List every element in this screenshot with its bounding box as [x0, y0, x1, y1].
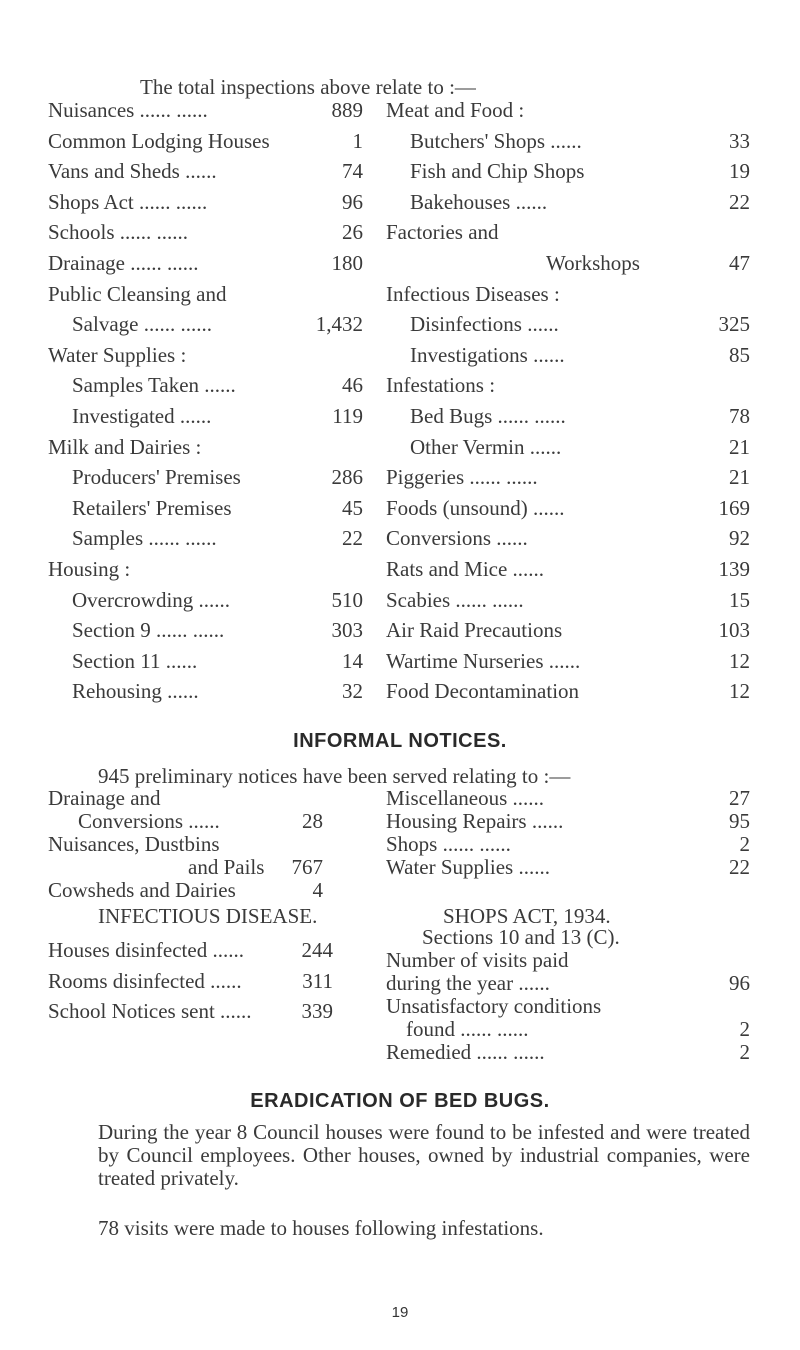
inspection-row-label: Rats and Mice ...... [386, 556, 545, 581]
shops-visits-line-2: during the year ...... 96 [386, 971, 750, 995]
informal-row-value: 767 [291, 855, 323, 879]
inspection-row-label: Conversions ...... [386, 526, 528, 551]
inspection-row-label: Butchers' Shops ...... [410, 128, 582, 153]
infectious-row-value: 311 [302, 968, 333, 993]
inspection-row [48, 309, 363, 340]
inspection-row-label: Section 9 ...... ...... [72, 618, 225, 643]
infectious-row-value: 244 [301, 938, 333, 962]
inspection-row [386, 615, 750, 646]
shops-remedied-line: Remedied ...... ...... 2 [386, 1040, 750, 1064]
infectious-row [48, 935, 333, 966]
inspection-row [386, 95, 750, 126]
inspection-row [386, 554, 750, 585]
informal-row [386, 856, 750, 879]
inspection-row [386, 401, 750, 432]
inspection-row-value: 96 [342, 189, 363, 214]
inspection-row-label: Housing : [48, 556, 131, 581]
infectious-row-label: School Notices sent ...... [48, 999, 252, 1024]
inspection-row [386, 523, 750, 554]
inspection-row [48, 340, 363, 371]
inspection-row-value: 1,432 [315, 312, 363, 337]
inspection-row-label: Workshops [546, 250, 640, 275]
inspection-row-label: Shops Act ...... ...... [48, 189, 208, 214]
inspection-row [386, 217, 750, 248]
inspection-row-label: Other Vermin ...... [410, 434, 562, 459]
inspection-row [48, 217, 363, 248]
inspection-row-value: 103 [718, 618, 750, 643]
shops-unsatisfactory-line-2: found ...... ...... 2 [406, 1017, 750, 1041]
inspection-row [386, 646, 750, 677]
informal-row-value: 2 [739, 832, 750, 856]
inspection-row-label: Salvage ...... ...... [72, 312, 212, 337]
inspection-row-label: Infectious Diseases : [386, 281, 560, 306]
inspection-row-value: 19 [729, 159, 750, 184]
inspection-row-label: Drainage ...... ...... [48, 250, 199, 275]
informal-row [48, 856, 323, 879]
inspection-row-value: 510 [331, 587, 363, 612]
informal-row [48, 787, 323, 810]
inspection-row-value: 92 [729, 526, 750, 551]
inspection-row-label: Factories and [386, 220, 499, 245]
infectious-row [48, 966, 333, 997]
inspection-row-label: Overcrowding ...... [72, 587, 231, 612]
bed-bugs-paragraph-1: During the year 8 Council houses were found to be infested and were treated by Council employees. Other houses, owned by industrial companies, were treated privately. [98, 1120, 750, 1190]
informal-notices-heading: INFORMAL NOTICES. [293, 730, 507, 752]
inspection-row-value: 12 [729, 648, 750, 673]
inspection-row [48, 615, 363, 646]
informal-row-label: Conversions ...... [78, 809, 220, 833]
inspection-row [386, 432, 750, 463]
inspection-row-value: 15 [729, 587, 750, 612]
inspection-row-value: 180 [331, 250, 363, 275]
shops-sections-line: Sections 10 and 13 (C). [422, 925, 620, 949]
inspection-row [386, 370, 750, 401]
inspection-row-value: 21 [729, 434, 750, 459]
inspection-row [48, 585, 363, 616]
inspection-row [386, 156, 750, 187]
inspection-row-value: 22 [342, 526, 363, 551]
inspections-left-column [48, 95, 363, 707]
inspection-row-label: Nuisances ...... ...... [48, 98, 208, 122]
inspections-intro: The total inspections above relate to :— [140, 75, 476, 99]
informal-right-column [386, 787, 750, 879]
inspections-right-column [386, 95, 750, 707]
inspection-row [386, 248, 750, 279]
inspection-row-label: Bed Bugs ...... ...... [410, 403, 566, 428]
informal-row-label: and Pails [188, 855, 265, 879]
inspection-row-label: Investigated ...... [72, 403, 212, 428]
informal-row-label: Drainage and [48, 786, 161, 810]
inspection-row [386, 340, 750, 371]
informal-row-value: 28 [302, 809, 323, 833]
inspection-row-value: 26 [342, 220, 363, 245]
inspection-row-label: Piggeries ...... ...... [386, 465, 538, 490]
informal-row-value: 95 [729, 809, 750, 833]
inspection-row [386, 126, 750, 157]
inspection-row-label: Infestations : [386, 373, 496, 398]
inspection-row-label: Section 11 ...... [72, 648, 198, 673]
inspection-row [48, 432, 363, 463]
inspection-row-value: 33 [729, 128, 750, 153]
shops-unsatisfactory-line-1: Unsatisfactory conditions [386, 994, 602, 1018]
inspection-row [386, 462, 750, 493]
inspection-row [48, 523, 363, 554]
inspection-row-value: 47 [729, 250, 750, 275]
inspection-row-label: Fish and Chip Shops [410, 159, 585, 184]
informal-row-label: Nuisances, Dustbins [48, 832, 220, 856]
inspection-row-value: 139 [718, 556, 750, 581]
inspection-row-label: Rehousing ...... [72, 679, 199, 704]
inspection-row-label: Disinfections ...... [410, 312, 559, 337]
inspection-row-value: 303 [331, 618, 363, 643]
inspection-row-value: 286 [331, 465, 363, 490]
page-number: 19 [391, 1304, 409, 1321]
informal-row-label: Water Supplies ...... [386, 855, 550, 879]
inspection-row-label: Producers' Premises [72, 465, 241, 490]
inspection-row-value: 1 [352, 128, 363, 153]
inspection-row [386, 187, 750, 218]
shops-act-heading: SHOPS ACT, 1934. [443, 904, 611, 928]
inspection-row [48, 554, 363, 585]
inspection-row [386, 493, 750, 524]
inspection-row-value: 12 [729, 679, 750, 704]
inspection-row [48, 187, 363, 218]
informal-row-label: Shops ...... ...... [386, 832, 511, 856]
inspection-row-label: Food Decontamination [386, 679, 580, 704]
inspection-row [48, 248, 363, 279]
infectious-disease-heading: INFECTIOUS DISEASE. [98, 904, 318, 928]
inspection-row-label: Samples Taken ...... [72, 373, 236, 398]
shops-visits-line-1: Number of visits paid [386, 948, 569, 972]
inspection-row-value: 21 [729, 465, 750, 490]
inspection-row [386, 279, 750, 310]
inspection-row [386, 676, 750, 707]
shops-act-list [386, 926, 750, 1064]
inspection-row-label: Foods (unsound) ...... [386, 495, 565, 520]
informal-row-label: Cowsheds and Dairies [48, 878, 236, 902]
informal-left-column [48, 787, 323, 902]
informal-row-label: Miscellaneous ...... [386, 786, 545, 810]
inspection-row-label: Air Raid Precautions [386, 618, 563, 643]
inspection-row-value: 169 [718, 495, 750, 520]
inspection-row-label: Wartime Nurseries ...... [386, 648, 581, 673]
inspection-row [48, 95, 363, 126]
inspection-row-label: Meat and Food : [386, 98, 525, 122]
inspection-row [48, 401, 363, 432]
inspection-row-label: Vans and Sheds ...... [48, 159, 217, 184]
informal-row-value: 22 [729, 855, 750, 879]
inspection-row-value: 46 [342, 373, 363, 398]
shops-visits-value: 96 [729, 971, 750, 995]
inspection-row-label: Scabies ...... ...... [386, 587, 524, 612]
infectious-row-label: Houses disinfected ...... [48, 938, 244, 962]
informal-notices-intro: 945 preliminary notices have been served relating to :— [98, 764, 571, 788]
inspection-row [48, 676, 363, 707]
inspection-row-label: Water Supplies : [48, 342, 187, 367]
inspection-row-label: Retailers' Premises [72, 495, 232, 520]
shops-unsatisfactory-value: 2 [739, 1017, 750, 1041]
informal-row [386, 810, 750, 833]
bed-bugs-heading: ERADICATION OF BED BUGS. [250, 1090, 550, 1112]
inspection-row-value: 22 [729, 189, 750, 214]
inspection-row [386, 585, 750, 616]
infectious-disease-list [48, 935, 333, 1027]
inspection-row-value: 85 [729, 342, 750, 367]
infectious-row-label: Rooms disinfected ...... [48, 968, 242, 993]
inspection-row-value: 32 [342, 679, 363, 704]
inspection-row-label: Bakehouses ...... [410, 189, 548, 214]
shops-remedied-value: 2 [739, 1040, 750, 1064]
inspection-row [48, 646, 363, 677]
inspection-row-value: 14 [342, 648, 363, 673]
inspection-row-value: 78 [729, 403, 750, 428]
inspection-row [386, 309, 750, 340]
inspection-row [48, 493, 363, 524]
informal-row [48, 879, 323, 902]
inspection-row [48, 156, 363, 187]
inspection-row-value: 889 [331, 98, 363, 122]
infectious-row [48, 996, 333, 1027]
informal-row-value: 4 [312, 878, 323, 902]
inspection-row-label: Investigations ...... [410, 342, 565, 367]
bed-bugs-paragraph-2: 78 visits were made to houses following infestations. [98, 1216, 544, 1240]
inspection-row-label: Samples ...... ...... [72, 526, 217, 551]
infectious-row-value: 339 [301, 999, 333, 1024]
inspection-row-label: Common Lodging Houses [48, 128, 270, 153]
inspection-row-value: 119 [332, 403, 363, 428]
informal-row [386, 833, 750, 856]
inspection-row [48, 370, 363, 401]
inspection-row-value: 74 [342, 159, 363, 184]
informal-row-label: Housing Repairs ...... [386, 809, 564, 833]
inspection-row-value: 45 [342, 495, 363, 520]
informal-row [48, 810, 323, 833]
informal-row [48, 833, 323, 856]
inspection-row [48, 126, 363, 157]
inspection-row-value: 325 [718, 312, 750, 337]
inspection-row [48, 462, 363, 493]
inspection-row-label: Milk and Dairies : [48, 434, 202, 459]
informal-row [386, 787, 750, 810]
inspection-row [48, 279, 363, 310]
inspection-row-label: Schools ...... ...... [48, 220, 189, 245]
inspection-row-label: Public Cleansing and [48, 281, 227, 306]
informal-row-value: 27 [729, 786, 750, 810]
